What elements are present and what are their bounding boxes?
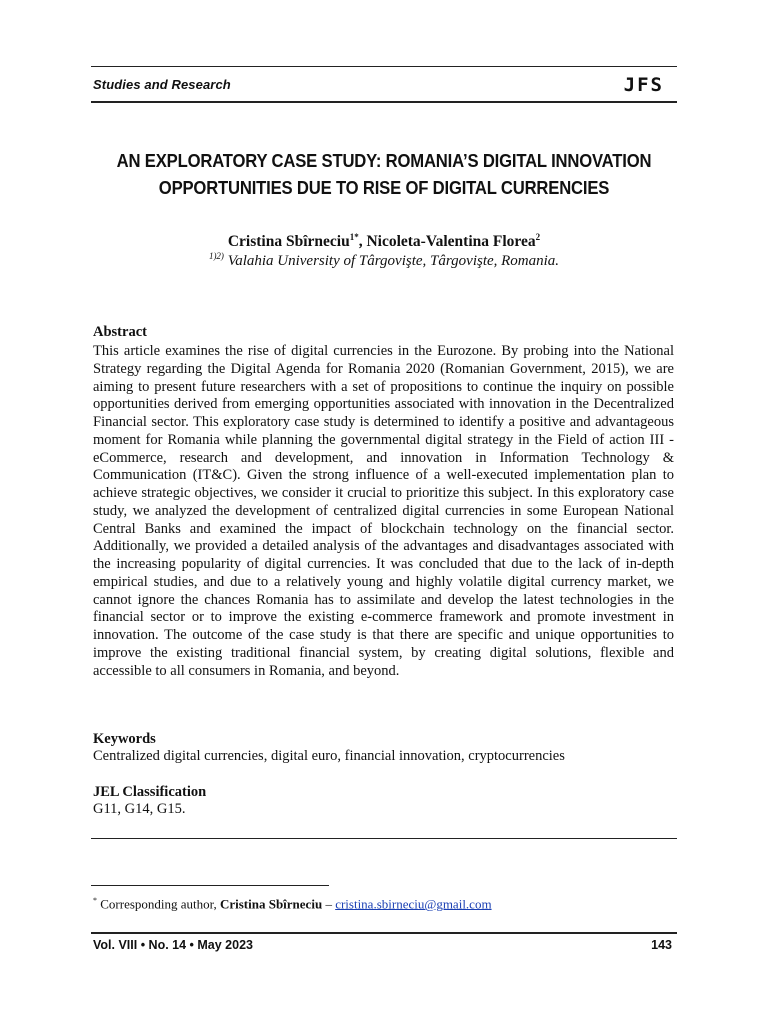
issue-info: Vol. VIII • No. 14 • May 2023 <box>93 938 253 952</box>
jel-text: G11, G14, G15. <box>93 801 186 817</box>
running-header-section: Studies and Research <box>93 77 231 92</box>
affiliation: Valahia University of Târgovişte, Târgovişte, Romania. <box>223 253 560 269</box>
footnote <box>93 896 492 912</box>
footnote-mark: * <box>93 896 97 905</box>
jel-heading: JEL Classification <box>93 784 207 800</box>
author-1-mark: 1* <box>349 232 359 242</box>
footnote-rule <box>91 885 329 886</box>
article-title: AN EXPLORATORY CASE STUDY: ROMANIA’S DIGITAL INNOVATION OPPORTUNITIES DUE TO RISE OF DIGITAL CURRENCIES <box>116 150 652 198</box>
journal-logo: JFS <box>623 74 664 96</box>
abstract-heading: Abstract <box>93 324 147 340</box>
footer-rule <box>91 932 677 934</box>
author-2-mark: 2 <box>535 232 541 242</box>
page-number: 143 <box>651 938 672 952</box>
author-line <box>80 232 688 251</box>
keywords-heading: Keywords <box>93 731 156 747</box>
affiliation-mark: 1)2) <box>208 251 224 261</box>
email-link[interactable]: cristina.sbirneciu@gmail.com <box>335 896 492 912</box>
body-end-rule <box>91 838 677 839</box>
keywords-text: Centralized digital currencies, digital euro, financial innovation, cryptocurrencies <box>93 748 565 764</box>
author-2: Nicoleta-Valentina Florea <box>366 233 536 251</box>
header-rule <box>91 101 677 103</box>
author-1: Cristina Sbîrneciu <box>227 233 350 251</box>
author-separator: , <box>358 233 367 251</box>
footnote-prefix: Corresponding author, <box>97 896 220 912</box>
footnote-author: Cristina Sbîrneciu <box>219 896 323 912</box>
abstract-text: This article examines the rise of digital currencies in the Eurozone. By probing into the National Strategy regarding the Digital Agenda for Romania 2020 (Romanian Government, 2015), we are aiming to present future researchers with a set of propositions to continue the inquiry on possible opportunities derived from emerging opportunities associated with innovation in the Decentralized Financial sector. This exploratory case study is determined to identify a positive and advantageous moment for Romania while planning the governmental digital strategy in the Field of action III - eCommerce, research and development, and innovation in Information Technology & Communication (IT&C). Given the strong influence of a well-executed implementation plan to achieve strategic objectives, we consider it crucial to prioritize this subject. In this exploratory case study, we analyzed the development of centralized digital currencies in some European National Central Banks and examined the impact of blockchain technology on the financial sector. Additionally, we provided a detailed analysis of the advantages and disadvantages associated with the increasing popularity of digital currencies. It was concluded that due to the lack of in-depth empirical studies, and due to a relatively young and highly volatile digital currency market, we cannot ignore the chances Romania has to assimilate and develop the latest technologies in the financial sector or to improve the existing e-commerce framework and promote investment in innovation. The outcome of the case study is that there are specific and unique opportunities to improve the existing traditional financial system, by creating digital solutions, flexible and accessible to all consumers in Romania, and beyond. <box>93 343 674 679</box>
top-rule <box>91 66 677 67</box>
footnote-dash: – <box>322 896 336 912</box>
affiliation-line <box>80 251 688 270</box>
